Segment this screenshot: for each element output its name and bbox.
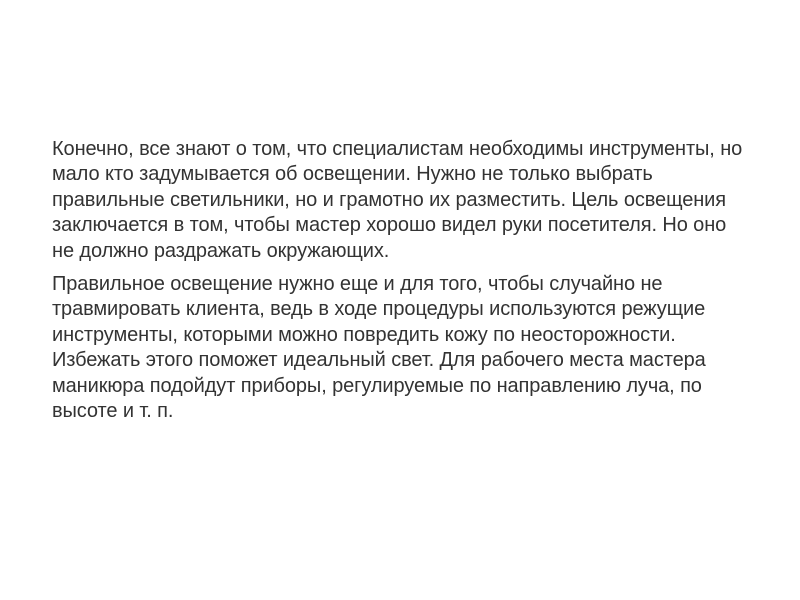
paragraph-lighting-intro: Конечно, все знают о том, что специалистам необходимы инструменты, но мало кто задумывается об освещении. Нужно не только выбрать правильные светильники, но и грамотно их разместить. Цель освещения заключается в том, чтобы мастер хорошо видел руки посетителя. Но оно не должно раздражать окружающих. [52,138,743,262]
body-text [52,137,752,424]
paragraph-lighting-safety: Правильное освещение нужно еще и для того, чтобы случайно не травмировать клиента, ведь в ходе процедуры используются режущие инструменты, которыми можно повредить кожу по неосторожности. Избежать этого поможет идеальный свет. Для рабочего места мастера маникюра подойдут приборы, регулируемые по направлению луча, по высоте и т. п. [52,273,706,423]
